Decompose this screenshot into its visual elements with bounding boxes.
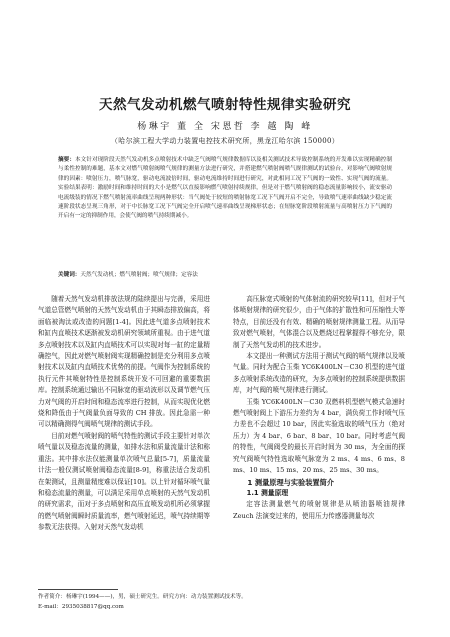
paper-title: 天然气发动机燃气喷射特性规律实验研究 bbox=[99, 97, 351, 113]
paragraph: 目前对燃气喷射阀的喷气特性的测试手段主要针对单次喷气量以及稳态流量的测量，如排水法和质量流量计法和称重法。其中排水法仅能测量单次喷气总量[5-7]，质量流量计法一般仅测试喷射阀稳态流量[8-9]，称重法适合发动机在架测试，且测量精度难以保证[10]。以上针对循环喷气量和稳态流量的测量，可以满足采用单点喷射的天然气发动机的研究需求，而对于多点喷射和高压直喷发动机所必须掌握的燃气喷射阀瞬时质量流率，燃气喷射延迟，喷气持续期等参数无法获得。入射对天然气发动机 bbox=[38, 431, 210, 532]
right-column bbox=[233, 294, 405, 522]
abstract-label: 摘要： bbox=[58, 157, 75, 163]
paragraph: 玉柴 YC6K400LN－C30 双燃料机型燃气模式急速时燃气喷射阀上下游压力差约为 4 bar，满负荷工作时喷气压力差也不会超过 10 bar，因此实验选取的喷气压力（绝对压力）为 4 bar、6 bar、8 bar、10 bar。同时考虑气阀的特性，气阀阀受的最长开启时间为 30 ms，为全面的探究气阀喷气特性选取喷气脉宽为 2 ms、4 ms、6 ms、8 ms、10 ms、15 ms、20 ms、25 ms、30 ms。 bbox=[233, 397, 405, 475]
paragraph: 随着天然气发动机排放法规的陆续提出与完善，采用进气道总管燃气喷射的天然气发动机由于其瞬态排放偏高，将面临被淘汰或改造的问题[1-4]。因此进气道多点喷射技术和缸内直喷技术逐渐被发动机研究领域所重视。由于进气道多点喷射技术以及缸内直喷技术可以实现对每一缸的定量精确控气，因此对燃气喷射阀实现精确控制是充分利用多点喷射技术以及缸内直喷技术优势的前提。气阀作为控制系统的执行元件其喷射特性是控制系统开发不可回避的重要数据库。控制系统通过输出不同脉宽的驱动波形以及调节燃气压力对气阀的开启时间和稳态流率进行控制，从而实现优化燃烧和降低由于气阀量负面导致的 CH 排放。因此急需一种可以精确测得气阀喷气规律的测试手段。 bbox=[38, 295, 210, 429]
keywords-text: 天然气发动机；燃气喷射阀；喷气规律；定容法 bbox=[80, 272, 198, 278]
author-bio: 作者简介：杨琳宇(1994——)，男，硕士研究生。研究方向：动力装置测试技术等。 bbox=[38, 594, 247, 600]
author-list: 杨琳宇 董 全 宋恩哲 李 越 陶 峰 bbox=[137, 122, 313, 132]
affiliation: （哈尔滨工程大学动力装置电控技术研究所，黑龙江哈尔滨 150000） bbox=[110, 137, 340, 145]
subsection-heading: 1.1 测量原理 bbox=[246, 488, 289, 497]
section-heading: 1 测量原理与实验装置简介 bbox=[247, 477, 334, 487]
paragraph: 本文提出一种测试方法用于测试气阀的喷气规律以及喷气量。同时为配合玉柴 YC6K400LN－C30 机型的进气道多点喷射系统改造的研究，为多点喷射的控制系统提供数据库，对气阀的喷气规律进行测试。 bbox=[233, 352, 405, 395]
keywords bbox=[58, 271, 392, 280]
footnote bbox=[38, 593, 418, 612]
abstract bbox=[58, 156, 392, 222]
abstract-text: 本文针对现阶段天然气发动机多点喷射技术中缺乏气阀喷气规律数据库以及相关测试技术导致控制系统的开发难以实现精确控制与柔性控制的难题，基本文对燃气喷射阀喷气规律的测量方法进行研究，并搭建燃气喷射阀喷气规律测试的试验台，对影响气阀喷射规律的因素：喷射压力，喷气脉宽，驱动电流波倍时间，驱动电流维持时间进行研究，对此相同工况下气阀的一致性、实现气阀的流量。实验结果表明：激励时间和维持时间的大小是燃气以直接影响燃气喷射持续规律，但是对于燃气喷射阀的稳态流量影响较小，流安驱动电流级装的情况下燃气喷射流率曲线呈现两种形状：当气阀处于较短的喷射脉宽工况下气阀开启不完全，导致喷气速率曲线缺少稳定流速阶段状态呈现三角形，对于中长脉宽工况下气阀完全开启喷气速率曲线呈现梯形状态；在短脉宽阶段喷射流量与高喷射压力下气阀的开启有一定的抑制作用，会使气阀的喷气持续期减小。 bbox=[58, 157, 392, 220]
footnote-divider bbox=[38, 589, 118, 590]
left-column bbox=[38, 294, 210, 534]
keywords-label: 关键词： bbox=[58, 272, 81, 278]
paragraph: 定容法测量燃气的喷射规律是从喷油器喷油规律 Zeuch 法演变过来的，使用压力传感器测量每次 bbox=[233, 500, 405, 520]
paragraph: 高压脉宽式喷射的气体射流的研究较早[11]，但对于气体喷射规律的研究很少，由于气体的扩散性和可压缩性大等特点，目前还没有有效、精确的喷射规律测量工程。从而导致对燃气喷射，气体混合以及燃烧过程掌握得不够充分，限制了天然气发动机的技术进步。 bbox=[233, 295, 405, 349]
author-email: E-mail：2935038817@qq.com bbox=[38, 603, 124, 610]
